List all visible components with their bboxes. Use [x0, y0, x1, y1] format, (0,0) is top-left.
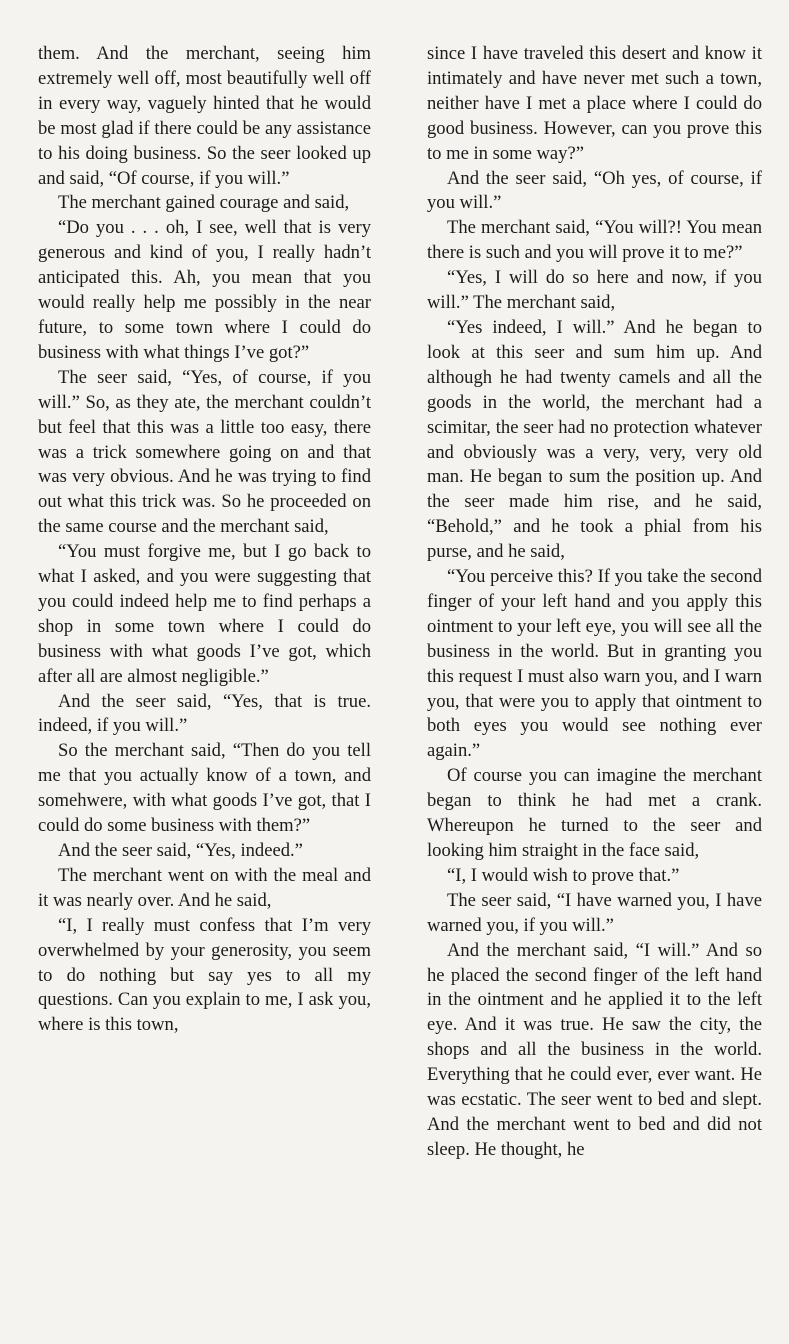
paragraph: “You perceive this? If you take the second finger of your left hand and you apply this ointment to your left eye, you will see all the business in the world. But in granting you this request I must also warn you, and I warn you, that were you to apply that ointment to both eyes you would see nothing ever again.”	[427, 566, 762, 762]
paragraph: them. And the merchant, seeing him extremely well off, most beautifully well off in every way, vaguely hinted that he would be most glad if there could be any assistance to his doing business. So the seer looked up and said, “Of course, if you will.”	[38, 43, 371, 189]
paragraph: Of course you can imagine the merchant began to think he had met a crank. Whereupon he turned to the seer and looking him straight in the face said,	[427, 765, 762, 861]
paragraph: “You must forgive me, but I go back to what I asked, and you were suggesting that you could indeed help me to find perhaps a shop in some town where I could do business with what goods I’ve got, which after all are almost negligible.”	[38, 541, 371, 687]
paragraph: So the merchant said, “Then do you tell me that you actually know of a town, and somehwere, with what goods I’ve got, that I could do some business with them?”	[38, 740, 371, 837]
right-column	[427, 42, 762, 1163]
paragraph: “I, I would wish to prove that.”	[447, 864, 680, 886]
paragraph: The merchant gained courage and said,	[58, 192, 350, 214]
left-column	[38, 42, 371, 1038]
paragraph: “Yes, I will do so here and now, if you will.” The merchant said,	[427, 267, 762, 314]
paragraph: “Yes indeed, I will.” And he began to look at this seer and sum him up. And although he had twenty camels and all the goods in the world, the merchant had a scimitar, the seer had no protection whatever and obviously was a very, very, very old man. He began to sum the position up. And the seer made him rise, and he said, “Behold,” and he took a phial from his purse, and he said,	[427, 316, 762, 563]
paragraph: And the seer said, “Oh yes, of course, if you will.”	[427, 167, 762, 214]
paragraph: And the seer said, “Yes, indeed.”	[58, 840, 303, 861]
paragraph: The merchant went on with the meal and it was nearly over. And he said,	[38, 864, 371, 911]
paragraph: And the merchant said, “I will.” And so he placed the second finger of the left hand in the ointment and he applied it to the left eye. And it was true. He saw the city, the shops and all the business in the world. Everything that he could ever, ever want. He was ecstatic. The seer went to bed and slept. And the merchant went to bed and did not sleep. He thought, he	[427, 939, 762, 1160]
paragraph: The seer said, “Yes, of course, if you will.” So, as they ate, the merchant couldn’t but feel that this was a little too easy, there was a trick somewhere going on and that was very obvious. And he was trying to find out what this trick was. So he proceeded on the same course and the merchant said,	[38, 366, 371, 538]
paragraph: The merchant said, “You will?! You mean there is such and you will prove it to me?”	[427, 217, 762, 264]
paragraph: And the seer said, “Yes, that is true. indeed, if you will.”	[38, 690, 371, 737]
paragraph: The seer said, “I have warned you, I have warned you, if you will.”	[427, 889, 762, 936]
paragraph: “Do you . . . oh, I see, well that is very generous and kind of you, I really hadn’t anticipated this. Ah, you mean that you would really help me possibly in the near future, to some town where I could do business with what things I’ve got?”	[38, 217, 371, 363]
paragraph: since I have traveled this desert and know it intimately and have never met such a town, neither have I met a place where I could do good business. However, can you prove this to me in some way?”	[427, 43, 762, 164]
paragraph: “I, I really must confess that I’m very overwhelmed by your generosity, you seem to do nothing but say yes to all my questions. Can you explain to me, I ask you, where is this town,	[38, 914, 371, 1036]
